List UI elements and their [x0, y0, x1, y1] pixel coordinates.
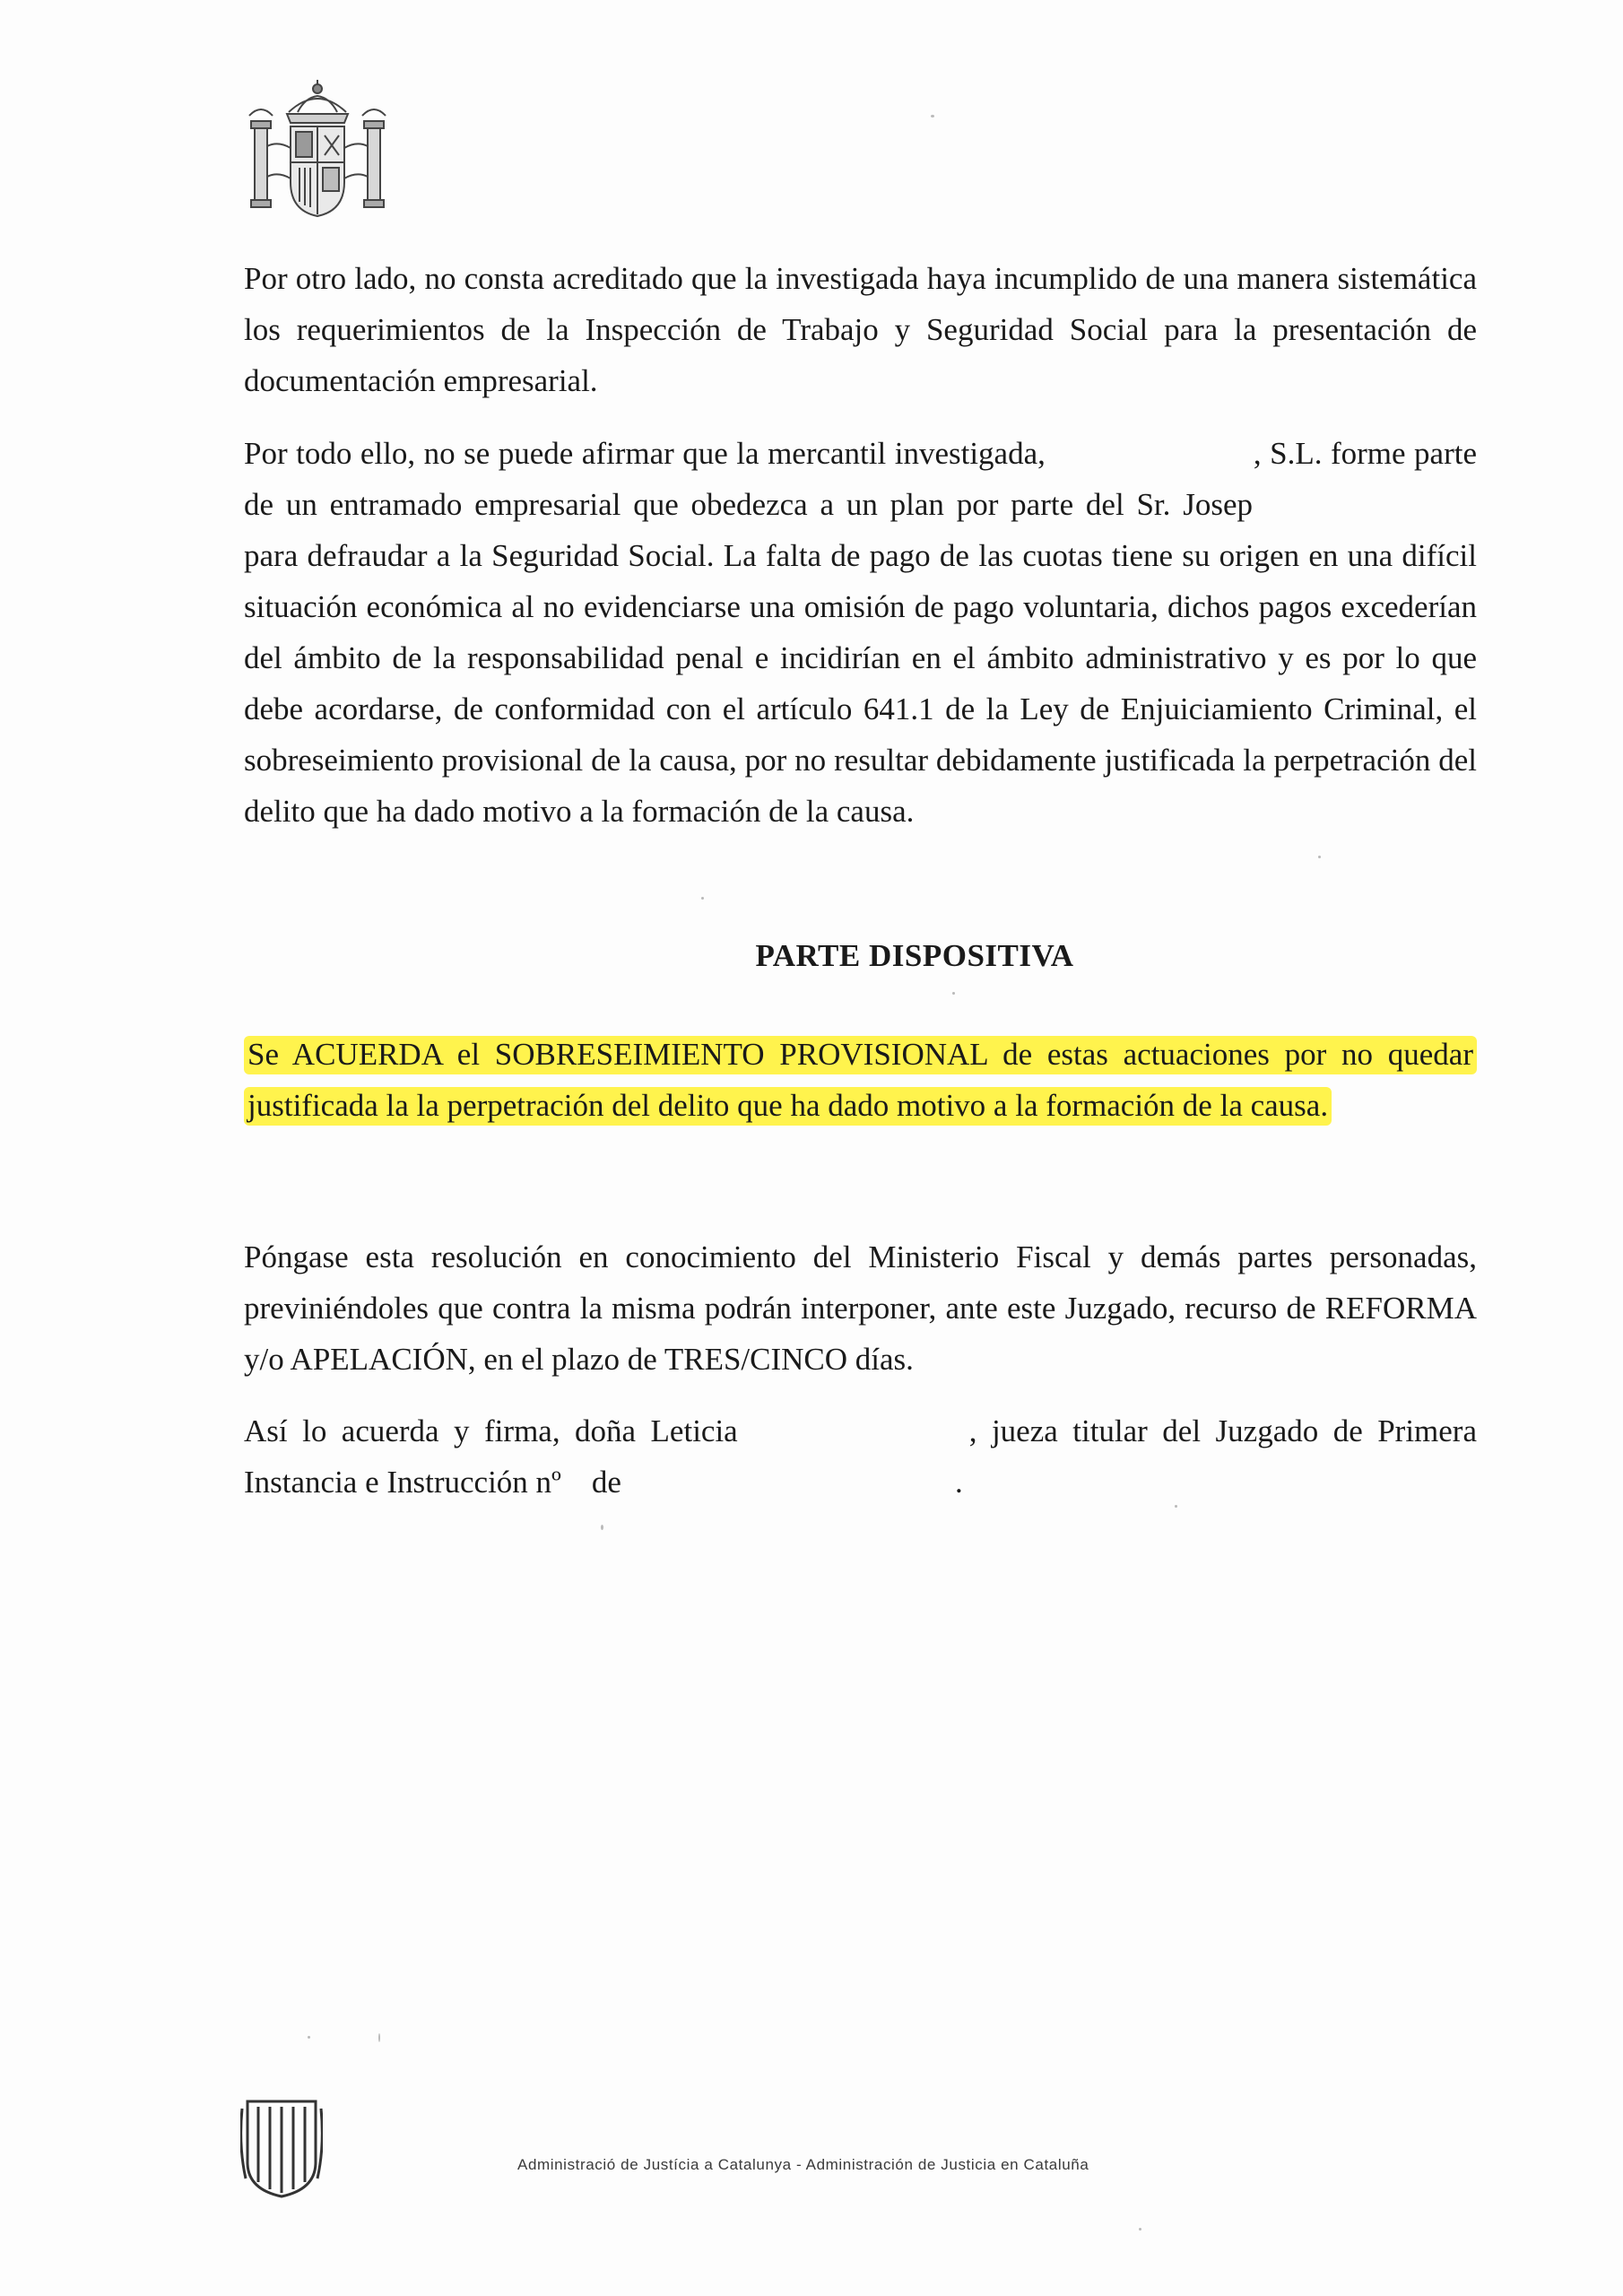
footer-administration-text: Administració de Justícia a Catalunya - Administración de Justicia en Cataluña — [517, 2156, 1089, 2173]
paragraph-reasoning — [244, 428, 1477, 837]
decision-paragraph — [244, 1029, 1477, 1131]
paragraph-signature-part-a: Así lo acuerda y firma, doña Leticia — [244, 1413, 738, 1448]
scan-speck — [1318, 856, 1321, 858]
scan-speck — [378, 2033, 380, 2042]
scan-speck — [931, 115, 934, 117]
paragraph-reasoning-part-b: , S.L. forme parte de un entramado empresarial que obedezca a un plan por parte del Sr. Josep — [244, 436, 1477, 522]
scan-speck — [1139, 2228, 1141, 2231]
scan-speck — [1175, 1505, 1177, 1508]
paragraph-reasoning-part-c: para defraudar a la Seguridad Social. La falta de pago de las cuotas tiene su origen en una difícil situación económica al no evidenciarse una omisión de pago voluntaria, dichos pagos excederían del ámbito de la responsabilidad penal e incidirían en el ámbito administrativo y es por lo que debe acordarse, de conformidad con el artículo 641.1 de la Ley de Enjuiciamiento Criminal, el sobreseimiento provisional de la causa, por no resultar debidamente justificada la perpetración del delito que ha dado motivo a la formación de la causa. — [244, 538, 1477, 829]
paragraph-signature-part-c: de — [591, 1465, 621, 1500]
paragraph-signature — [244, 1405, 1477, 1508]
paragraph-notification-appeal: Póngase esta resolución en conocimiento del Ministerio Fiscal y demás partes personadas, previniéndoles que contra la misma podrán interponer, ante este Juzgado, recurso de REFORMA y/o APELACIÓN, en el plazo de TRES/CINCO días. — [244, 1239, 1477, 1377]
spanish-coat-of-arms-icon — [242, 76, 393, 220]
catalan-government-emblem-icon — [240, 2092, 323, 2200]
paragraph-investigation-requirements: Por otro lado, no consta acreditado que la investigada haya incumplido de una manera sistemática los requerimientos de la Inspección de Trabajo y Seguridad Social para la presentación de documentación empresarial. — [244, 261, 1477, 398]
scan-speck — [952, 992, 955, 995]
scan-speck — [701, 897, 704, 900]
scan-speck — [308, 2036, 310, 2039]
paragraph-signature-part-d: . — [954, 1465, 963, 1500]
highlighted-decision: Se ACUERDA el SOBRESEIMIENTO PROVISIONAL de estas actuaciones por no quedar justificada la la perpetración del delito que ha dado motivo a la formación de la causa. — [244, 1036, 1477, 1126]
scan-speck — [601, 1525, 603, 1530]
section-heading-parte-dispositiva: PARTE DISPOSITIVA — [755, 938, 1074, 973]
paragraph-signature-part-b: , jueza titular del Juzgado de Primera Instancia e Instrucción nº — [244, 1413, 1477, 1500]
paragraph-reasoning-part-a: Por todo ello, no se puede afirmar que la mercantil investigada, — [244, 436, 1046, 471]
